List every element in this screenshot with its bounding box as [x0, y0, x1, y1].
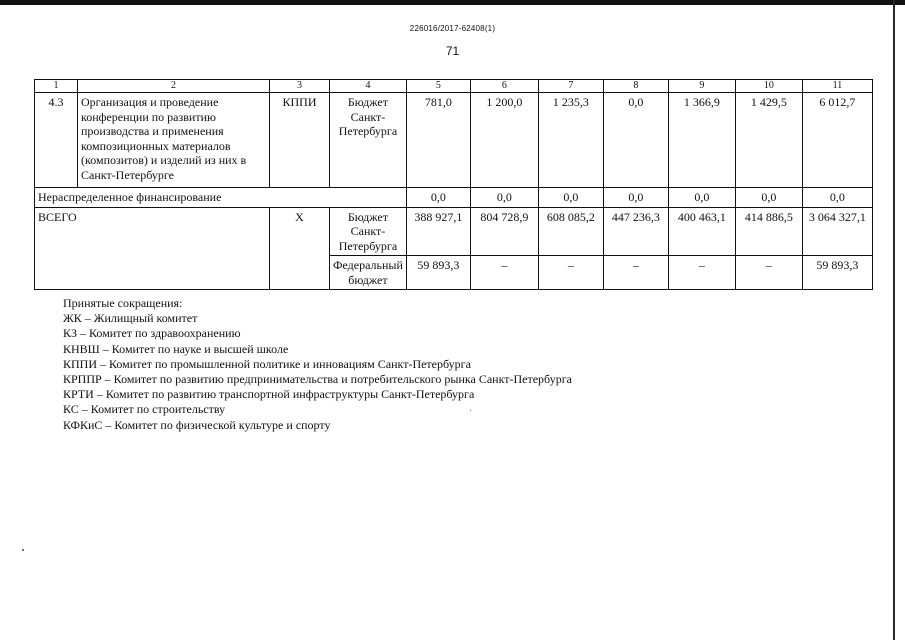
financing-table	[34, 79, 873, 290]
abbreviation-item: КНВШ – Комитет по науке и высшей школе	[63, 341, 289, 356]
col-number: 1	[35, 80, 78, 93]
value-cell: –	[735, 256, 802, 290]
col-number: 5	[406, 80, 470, 93]
value-cell: 3 064 327,1	[802, 207, 872, 256]
abbreviation-item: КФКиС – Комитет по физической культуре и спорту	[63, 417, 331, 432]
scan-top-border	[0, 0, 905, 5]
value-cell: 1 429,5	[735, 93, 802, 188]
col-number: 2	[78, 80, 270, 93]
col-number: 6	[470, 80, 538, 93]
value-cell: 0,0	[735, 188, 802, 208]
col-number: 4	[330, 80, 407, 93]
item-source: Бюджет Санкт-Петербурга	[330, 93, 407, 188]
abbreviation-item: КЗ – Комитет по здравоохранению	[63, 326, 241, 341]
value-cell: 59 893,3	[406, 256, 470, 290]
item-number: 4.3	[35, 93, 78, 188]
value-cell: 414 886,5	[735, 207, 802, 256]
abbreviation-item: КППИ – Комитет по промышленной политике и инновациям Санкт-Петербурга	[63, 356, 471, 371]
total-executor: Х	[270, 207, 330, 290]
page-number: 71	[445, 44, 460, 58]
document-id: 226016/2017-62408(1)	[409, 24, 496, 33]
abbreviations-title: Принятые сокращения:	[63, 296, 183, 310]
value-cell: 0,0	[603, 188, 668, 208]
value-cell: 0,0	[603, 93, 668, 188]
value-cell: 1 235,3	[538, 93, 603, 188]
value-cell: 59 893,3	[802, 256, 872, 290]
col-number: 8	[603, 80, 668, 93]
col-number: 3	[270, 80, 330, 93]
value-cell: 447 236,3	[603, 207, 668, 256]
item-name: Организация и проведение конференции по развитию производства и применения композиционных материалов (композитов) и изделий из них в Санкт-Петербурге	[78, 93, 270, 188]
value-cell: 608 085,2	[538, 207, 603, 256]
col-number: 9	[668, 80, 735, 93]
value-cell: 0,0	[538, 188, 603, 208]
column-number-row	[35, 80, 873, 93]
unallocated-label: Нераспределенное финансирование	[35, 188, 407, 208]
table-row-total-spb	[35, 207, 873, 256]
value-cell: 0,0	[668, 188, 735, 208]
scan-speck	[22, 549, 24, 551]
abbreviation-item: КС – Комитет по строительству	[63, 402, 226, 417]
value-cell: 388 927,1	[406, 207, 470, 256]
col-number: 10	[735, 80, 802, 93]
value-cell: –	[603, 256, 668, 290]
value-cell: 781,0	[406, 93, 470, 188]
col-number: 7	[538, 80, 603, 93]
abbreviations-list	[63, 296, 572, 433]
abbreviation-item: КРТИ – Комитет по развитию транспортной инфраструктуры Санкт-Петербурга	[63, 387, 475, 402]
table-row-unallocated	[35, 188, 873, 208]
value-cell: 0,0	[802, 188, 872, 208]
value-cell: –	[538, 256, 603, 290]
value-cell: 6 012,7	[802, 93, 872, 188]
value-cell: 804 728,9	[470, 207, 538, 256]
value-cell: –	[668, 256, 735, 290]
value-cell: 400 463,1	[668, 207, 735, 256]
item-executor: КППИ	[270, 93, 330, 188]
value-cell: –	[470, 256, 538, 290]
table-row-4-3	[35, 93, 873, 188]
value-cell: 1 366,9	[668, 93, 735, 188]
total-source-spb: Бюджет Санкт-Петербурга	[330, 207, 407, 256]
scan-right-edge	[893, 0, 895, 640]
col-number: 11	[802, 80, 872, 93]
total-source-federal: Федеральный бюджет	[330, 256, 407, 290]
scan-speck	[470, 410, 471, 411]
value-cell: 0,0	[470, 188, 538, 208]
abbreviation-item: КРППР – Комитет по развитию предпринимательства и потребительского рынка Санкт-Петербурга	[63, 372, 572, 387]
abbreviation-item: ЖК – Жилищный комитет	[63, 311, 198, 326]
total-label: ВСЕГО	[35, 207, 270, 290]
value-cell: 0,0	[406, 188, 470, 208]
value-cell: 1 200,0	[470, 93, 538, 188]
